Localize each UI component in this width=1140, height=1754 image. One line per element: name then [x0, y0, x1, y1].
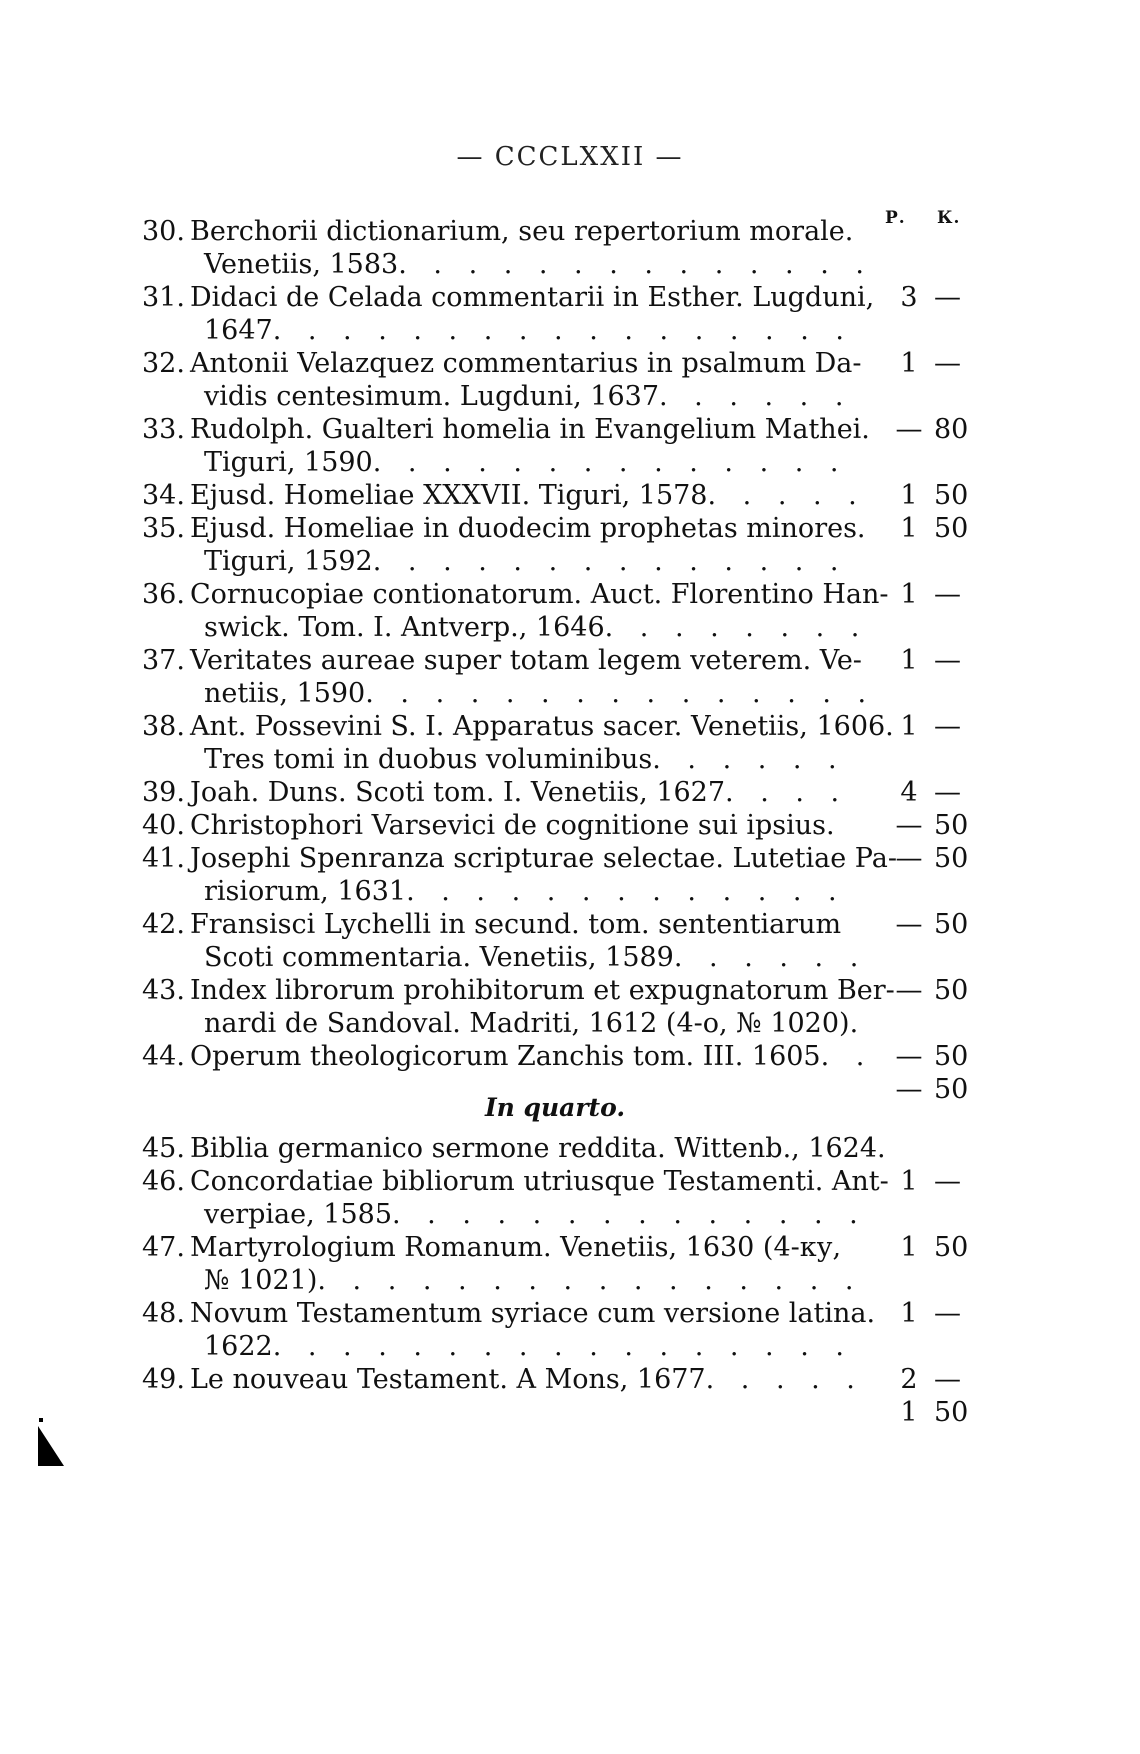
entry-line	[190, 281, 876, 314]
entry-text	[190, 1040, 876, 1073]
entry-number: 47.	[142, 1232, 185, 1263]
price-rubles: 1	[900, 645, 918, 676]
entry-line	[204, 1264, 876, 1297]
price-kopecks: 50	[934, 513, 969, 544]
price-kopecks: 50	[934, 909, 969, 940]
entry-text	[190, 1363, 876, 1396]
dot-leader: . . . . . . . . . . . . . .	[398, 249, 873, 280]
entry-line	[190, 512, 876, 545]
entry-line-text: vidis centesimum. Lugduni, 1637	[204, 381, 659, 412]
entry-line-text: Christophori Varsevici de cognitione sui ipsius	[190, 810, 827, 841]
price-kopecks: —	[934, 645, 961, 676]
entry-line-text: Le nouveau Testament. A Mons, 1677	[190, 1364, 706, 1395]
entry-number: 30.	[142, 216, 185, 247]
entry-list-quarto	[142, 1132, 1000, 1428]
dot-leader: . . . .	[725, 777, 849, 808]
entry-number: 31.	[142, 282, 185, 313]
entry-text	[190, 974, 895, 1040]
price-rubles: 1	[900, 1298, 918, 1329]
price-rubles: 1	[900, 1166, 918, 1197]
price-rubles: 1	[900, 513, 918, 544]
dot-leader: .	[826, 810, 844, 841]
entry-text	[190, 1231, 876, 1297]
entry-line-text: Operum theologicorum Zanchis tom. III. 1605	[190, 1041, 821, 1072]
price-rubles: 3	[900, 282, 918, 313]
entry-line	[190, 413, 876, 446]
dot-leader: .	[849, 1008, 868, 1039]
dot-leader: . . . . . . . . . . . . . . . . .	[272, 315, 853, 346]
entry-line-text: risiorum, 1631	[204, 876, 407, 907]
entry-number: 40.	[142, 810, 185, 841]
price-rubles: 2	[900, 1364, 918, 1395]
entry-line-text: Biblia germanico sermone reddita. Wittenb., 1624.	[190, 1133, 886, 1164]
entry-line-text: Index librorum prohibitorum et expugnatorum Ber-	[190, 975, 895, 1006]
page-header: — CCCLXXII —	[456, 142, 684, 172]
dot-leader: . . . . . .	[652, 744, 846, 775]
price-rubles: 1	[900, 711, 918, 742]
entry-number: 33.	[142, 414, 185, 445]
catalog-entry	[142, 1040, 1000, 1105]
entry-line-text: Joah. Duns. Scoti tom. I. Venetiis, 1627	[190, 777, 726, 808]
dot-leader: . . . . . . . . . . . . .	[406, 876, 846, 907]
entry-line	[190, 1297, 876, 1330]
price-rubles: 1	[900, 1397, 918, 1428]
entry-line-text: 1647	[204, 315, 273, 346]
price-kopecks: —	[934, 282, 961, 313]
entry-line-text: Tiguri, 1592	[204, 546, 373, 577]
price-rubles: —	[895, 1041, 923, 1072]
entry-number: 46.	[142, 1166, 185, 1197]
dot-leader: . . . . . . . . . . . . . .	[372, 546, 848, 577]
entry-line-text: Scoti commentaria. Venetiis, 1589	[204, 942, 674, 973]
entry-line	[190, 1132, 886, 1165]
price-rubles: 1	[900, 480, 918, 511]
entry-number: 41.	[142, 843, 185, 874]
entry-line	[190, 809, 876, 842]
price-rubles: —	[895, 843, 923, 874]
price-kopecks: —	[934, 579, 961, 610]
entry-line	[204, 1198, 876, 1231]
entry-text	[190, 1165, 889, 1231]
entry-text	[190, 1132, 886, 1165]
price-kopecks: 50	[934, 1074, 969, 1105]
entry-number: 49.	[142, 1364, 185, 1395]
price-rubles: —	[895, 909, 923, 940]
entry-line-text: Didaci de Celada commentarii in Esther. Lugduni,	[190, 282, 875, 313]
entry-text	[190, 578, 889, 644]
entry-line	[204, 611, 876, 644]
entry-text	[190, 809, 876, 842]
entry-line	[204, 941, 876, 974]
entry-line	[204, 446, 876, 479]
entry-line-text: Ejusd. Homeliae XXXVII. Tiguri, 1578	[190, 480, 708, 511]
entry-text	[190, 908, 876, 974]
price-kopecks: 50	[934, 1397, 969, 1428]
entry-line	[190, 974, 895, 1007]
entry-text	[190, 413, 876, 479]
entry-text	[190, 1297, 876, 1363]
price-rubles: —	[895, 414, 923, 445]
price-kopecks: 50	[934, 480, 969, 511]
price-kopecks: 50	[934, 810, 969, 841]
entry-line-text: Venetiis, 1583	[204, 249, 399, 280]
entry-number: 38.	[142, 711, 185, 742]
entry-line	[204, 314, 876, 347]
price-kopecks: —	[934, 1298, 961, 1329]
entry-line-text: Cornucopiae contionatorum. Auct. Florentino Han-	[190, 579, 889, 610]
entry-line	[190, 842, 897, 875]
entry-line-text: 1622	[204, 1331, 273, 1362]
entry-line	[204, 677, 876, 710]
entry-line	[204, 875, 876, 908]
entry-number: 37.	[142, 645, 185, 676]
entry-line-text: № 1021)	[204, 1265, 318, 1296]
entry-line	[204, 1330, 876, 1363]
price-kopecks: 50	[934, 843, 969, 874]
entry-line-text: Concordatiae bibliorum utriusque Testamenti. Ant-	[190, 1166, 889, 1197]
entry-line-text: verpiae, 1585	[204, 1199, 393, 1230]
entry-line	[204, 1007, 876, 1040]
entry-text	[190, 479, 876, 512]
entry-line	[190, 215, 876, 248]
entry-line	[190, 578, 889, 611]
price-kopecks: —	[934, 777, 961, 808]
price-kopecks: —	[934, 711, 961, 742]
entry-line	[204, 545, 876, 578]
entry-text	[190, 710, 894, 776]
dot-leader: . . . . . . . .	[604, 612, 869, 643]
entry-line	[190, 1231, 876, 1264]
entry-line	[190, 1165, 889, 1198]
entry-text	[190, 776, 876, 809]
price-kopecks: —	[934, 348, 961, 379]
entry-text	[190, 644, 876, 710]
entry-line-text: Fransisci Lychelli in secund. tom. sententiarum	[190, 909, 842, 940]
entry-number: 35.	[142, 513, 185, 544]
entry-line-text: Rudolph. Gualteri homelia in Evangelium Mathei.	[190, 414, 870, 445]
entry-line	[190, 1040, 876, 1073]
entry-line-text: Antonii Velazquez commentarius in psalmum Da-	[190, 348, 862, 379]
price-rubles: —	[895, 975, 923, 1006]
entry-line-text: Martyrologium Romanum. Venetiis, 1630 (4-ку,	[190, 1232, 842, 1263]
entry-line-text: Tiguri, 1590	[204, 447, 373, 478]
dot-leader: . . . . . . . . . . . . . . . .	[317, 1265, 863, 1296]
entry-number: 36.	[142, 579, 185, 610]
margin-mark-triangle	[38, 1426, 64, 1466]
entry-text	[190, 512, 876, 578]
entry-number: 42.	[142, 909, 185, 940]
entry-text	[190, 281, 876, 347]
price-kopecks: 50	[934, 1041, 969, 1072]
entry-list-folio	[142, 215, 1000, 1105]
dot-leader: . . . . . . . . . . . . . .	[392, 1199, 867, 1230]
entry-line	[190, 908, 876, 941]
dot-leader: . . . . .	[705, 1364, 864, 1395]
entry-line	[190, 710, 894, 743]
entry-line-text: Tres tomi in duobus voluminibus	[204, 744, 653, 775]
entry-line-text: nardi de Sandoval. Madriti, 1612 (4-o, № 1020)	[204, 1008, 850, 1039]
column-header-rubles: Р.	[885, 208, 906, 228]
catalog-entries	[142, 215, 1000, 1428]
entry-number: 32.	[142, 348, 185, 379]
entry-line	[204, 248, 876, 281]
entry-line	[190, 644, 876, 677]
entry-line	[190, 479, 876, 512]
entry-line	[204, 380, 876, 413]
price-kopecks: —	[934, 1166, 961, 1197]
entry-text	[190, 215, 876, 281]
entry-line-text: Ant. Possevini S. I. Apparatus sacer. Venetiis, 1606.	[190, 711, 894, 742]
dot-leader: . . . . . .	[659, 381, 853, 412]
dot-leader: . . . . . . . . . . . . . . .	[365, 678, 876, 709]
price-rubles: 1	[900, 1232, 918, 1263]
entry-line-text: swick. Tom. I. Antverp., 1646	[204, 612, 605, 643]
entry-number: 34.	[142, 480, 185, 511]
entry-line-text: netiis, 1590	[204, 678, 366, 709]
entry-number: 44.	[142, 1041, 185, 1072]
catalog-entry	[142, 1363, 1000, 1428]
entry-line	[190, 347, 876, 380]
section-title: In quarto.	[484, 1093, 626, 1122]
price-rubles: —	[895, 810, 923, 841]
entry-line-text: Josephi Spenranza scripturae selectae. Lutetiae Pa-	[190, 843, 897, 874]
entry-text	[190, 347, 876, 413]
dot-leader: . .	[820, 1041, 874, 1072]
entry-line	[190, 1363, 876, 1396]
dot-leader: . . . . . . . . . . . . . . . . .	[272, 1331, 853, 1362]
entry-line-text: Veritates aureae super totam legem veterem. Ve-	[190, 645, 862, 676]
entry-line-text: Novum Testamentum syriace cum versione latina.	[190, 1298, 876, 1329]
price-kopecks: 50	[934, 1232, 969, 1263]
entry-number: 48.	[142, 1298, 185, 1329]
column-header-kopecks: К.	[937, 208, 961, 228]
price-rubles: 1	[900, 348, 918, 379]
margin-mark-dot	[39, 1418, 43, 1422]
dot-leader: . . . . . . . . . . . . . .	[372, 447, 848, 478]
entry-text	[190, 842, 897, 908]
price-kopecks: —	[934, 1364, 961, 1395]
dot-leader: . . . . . .	[673, 942, 868, 973]
price-rubles: —	[895, 1074, 923, 1105]
entry-line	[204, 743, 876, 776]
entry-line-text: Berchorii dictionarium, seu repertorium morale.	[190, 216, 854, 247]
entry-number: 39.	[142, 777, 185, 808]
price-rubles: 4	[900, 777, 918, 808]
entry-number: 45.	[142, 1133, 185, 1164]
price-kopecks: 50	[934, 975, 969, 1006]
dot-leader: . . . . .	[707, 480, 866, 511]
price-kopecks: 80	[934, 414, 969, 445]
price-rubles: 1	[900, 579, 918, 610]
entry-line	[190, 776, 876, 809]
entry-number: 43.	[142, 975, 185, 1006]
entry-line-text: Ejusd. Homeliae in duodecim prophetas minores.	[190, 513, 866, 544]
